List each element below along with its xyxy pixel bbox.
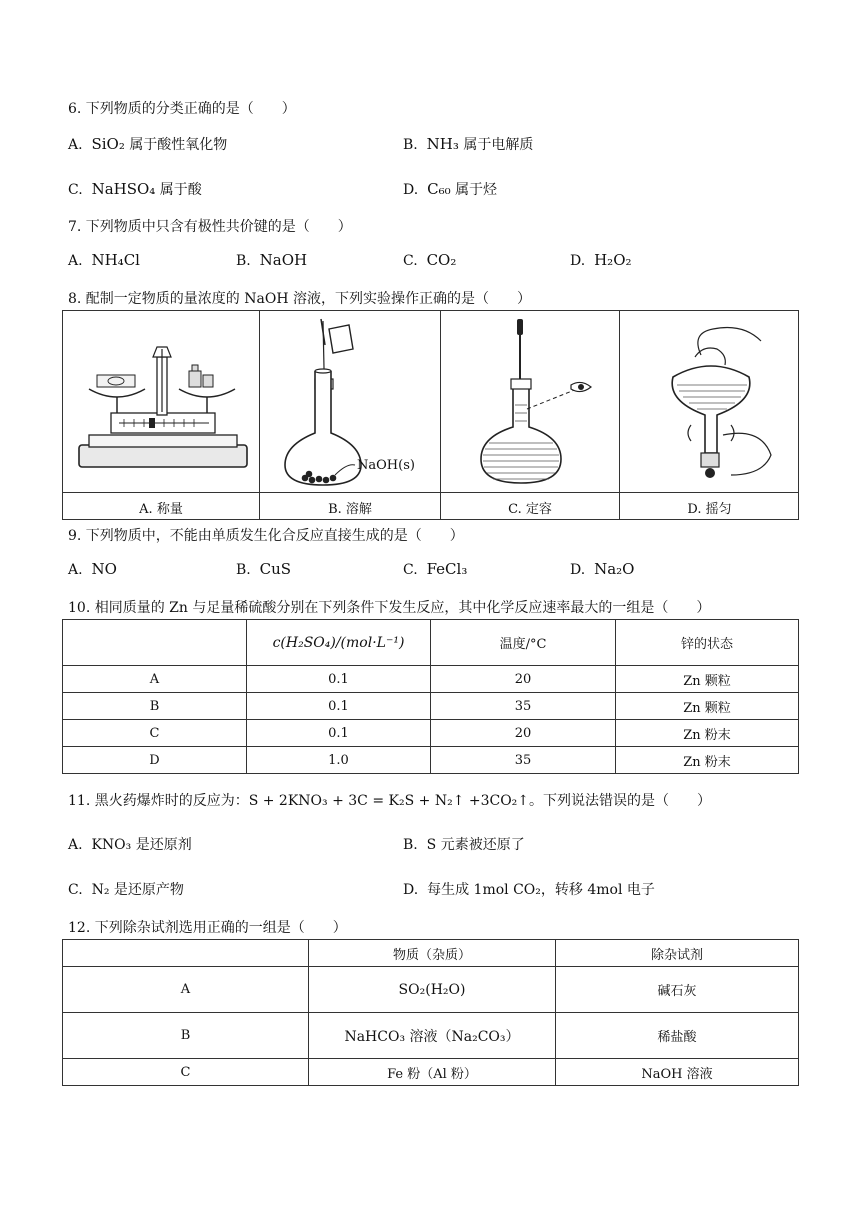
table-cell: C [63,720,247,747]
q9-option-c[interactable] [403,560,467,578]
option-text: 属于电解质 [463,137,534,153]
option-letter: A. [68,253,83,269]
table-header-cell [63,940,309,967]
table-header-row [63,620,799,666]
caption-shaking: D. 摇匀 [687,502,732,517]
table-header-row [63,940,799,967]
table-row [63,1059,799,1086]
option-letter: C. [68,182,83,198]
table-header-cell: 物质（杂质） [309,940,556,967]
table-cell: Zn 颗粒 [616,693,799,720]
volumetric-flask-dissolve-illustration [263,315,439,491]
q9-option-d[interactable] [570,560,634,578]
table-row [63,666,799,693]
q7-stem: 7. 下列物质中只含有极性共价键的是（ ） [68,219,352,235]
option-letter: C. [403,562,418,578]
option-letter: A. [68,562,83,578]
option-formula: H₂O₂ [594,251,632,269]
option-text: S 元素被还原了 [426,837,525,853]
table-cell: Zn 颗粒 [616,666,799,693]
q11-option-b[interactable] [403,834,525,854]
q11-option-c[interactable] [68,879,184,899]
table-header-cell: 锌的状态 [616,620,799,666]
table-header-cell: 除杂试剂 [556,940,799,967]
q11-option-a[interactable] [68,834,192,854]
table-cell: NaOH 溶液 [556,1059,799,1086]
q6-option-c[interactable] [68,179,202,199]
table-cell: 20 [431,666,616,693]
option-letter: D. [570,253,586,269]
option-formula: NaHSO₄ [91,180,156,198]
table-cell: Zn 粉末 [616,720,799,747]
q12-stem: 12. 下列除杂试剂选用正确的一组是（ ） [68,920,347,936]
option-text: 属于酸 [159,182,202,198]
caption-dissolving: B. 溶解 [328,502,372,517]
q6-stem: 6. 下列物质的分类正确的是（ ） [68,101,296,117]
table-row [63,747,799,774]
option-letter: C. [68,882,83,898]
table-cell: 0.1 [247,666,431,693]
option-text: 每生成 1mol CO₂，转移 4mol 电子 [427,882,655,898]
caption-weighing: A. 称量 [139,502,183,517]
caption-fixing-volume: C. 定容 [508,502,552,517]
option-formula: NH₃ [426,135,459,153]
option-text: 属于烃 [455,182,498,198]
table-header-cell [63,620,247,666]
q11-stem: 11. 黑火药爆炸时的反应为：S + 2KNO₃ + 3C = K₂S + N₂↑ +3CO₂↑。下列说法错误的是（ ） [68,793,712,809]
naoh-solid-label: NaOH(s) [357,458,415,473]
option-letter: B. [403,137,418,153]
table-row [63,967,799,1013]
table-cell: 1.0 [247,747,431,774]
table-row [63,693,799,720]
option-letter: B. [403,837,418,853]
table-cell: 0.1 [247,720,431,747]
table-row [63,1013,799,1059]
table-cell: 稀盐酸 [556,1013,799,1059]
option-letter: A. [68,137,83,153]
balance-illustration [69,327,255,477]
q10-stem: 10. 相同质量的 Zn 与足量稀硫酸分别在下列条件下发生反应，其中化学反应速率最大的一组是（ ） [68,600,711,616]
q8-stem: 8. 配制一定物质的量浓度的 NaOH 溶液，下列实验操作正确的是（ ） [68,291,531,307]
option-letter: A. [68,837,83,853]
table-row [63,720,799,747]
q11-option-d[interactable] [403,879,655,899]
option-formula: NO [91,560,117,578]
option-formula: FeCl₃ [426,560,468,578]
option-formula: Na₂O [594,560,635,578]
option-formula: NaOH [259,251,308,269]
table-header-cell: 温度/°C [431,620,616,666]
q6-option-b[interactable] [403,134,533,154]
q6-option-d[interactable] [403,179,497,199]
option-formula: NH₄Cl [91,251,140,269]
option-text: KNO₃ 是还原剂 [91,837,192,853]
q9-option-b[interactable] [236,560,291,578]
q10-table [62,619,799,774]
q7-option-a[interactable] [68,251,140,269]
table-cell: 碱石灰 [556,967,799,1013]
q7-option-b[interactable] [236,251,307,269]
table-cell: A [63,967,309,1013]
q9-option-a[interactable] [68,560,117,578]
table-cell: B [63,1013,309,1059]
table-cell: 20 [431,720,616,747]
q7-option-d[interactable] [570,251,632,269]
table-cell: B [63,693,247,720]
option-letter: D. [570,562,586,578]
q8-figure-table [62,310,799,520]
q7-option-c[interactable] [403,251,456,269]
volumetric-flask-shake-illustration [631,315,791,491]
volumetric-flask-fill-illustration [453,315,613,491]
table-cell: C [63,1059,309,1086]
table-cell: Fe 粉（Al 粉） [309,1059,556,1086]
table-cell: D [63,747,247,774]
option-formula: SiO₂ [91,135,125,153]
q9-stem: 9. 下列物质中，不能由单质发生化合反应直接生成的是（ ） [68,528,464,544]
option-letter: B. [236,253,251,269]
q6-option-a[interactable] [68,134,227,154]
table-cell: 35 [431,747,616,774]
option-letter: D. [403,882,419,898]
table-cell: A [63,666,247,693]
table-cell: NaHCO₃ 溶液（Na₂CO₃） [309,1013,556,1059]
table-cell: SO₂(H₂O) [309,967,556,1013]
option-formula: CuS [259,560,292,578]
option-text: 属于酸性氧化物 [129,137,228,153]
table-cell: 35 [431,693,616,720]
option-letter: C. [403,253,418,269]
table-cell: Zn 粉末 [616,747,799,774]
option-text: N₂ 是还原产物 [91,882,184,898]
option-formula: CO₂ [426,251,457,269]
table-header-cell: c(H₂SO₄)/(mol·L⁻¹) [247,620,431,666]
q12-table [62,939,799,1086]
option-letter: D. [403,182,419,198]
option-formula: C₆₀ [427,180,451,198]
option-letter: B. [236,562,251,578]
table-cell: 0.1 [247,693,431,720]
